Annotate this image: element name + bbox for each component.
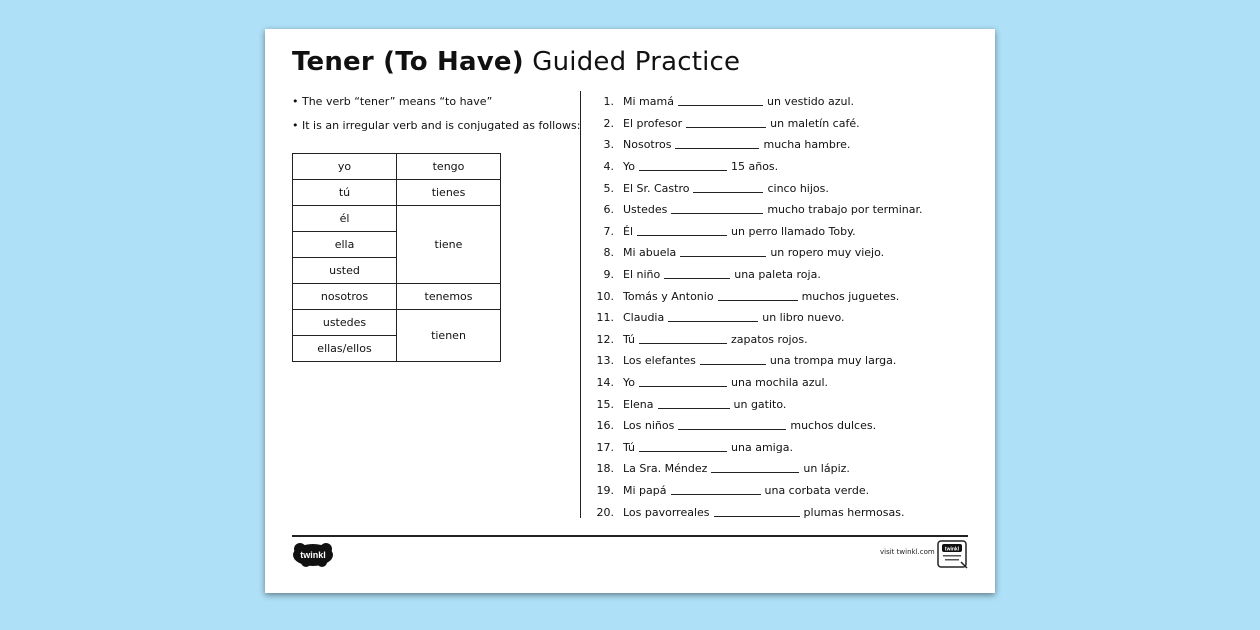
question-ending: 15 años. [731, 160, 779, 174]
title-light: Guided Practice [532, 47, 741, 77]
question-ending: un perro llamado Toby. [731, 224, 856, 238]
question-item [590, 113, 990, 135]
verb-form-cell: tengo [397, 154, 501, 180]
answer-blank[interactable] [668, 313, 758, 322]
pronoun-cell: ella [293, 232, 397, 258]
answer-blank[interactable] [693, 184, 763, 193]
question-item [590, 242, 990, 264]
question-number: 20. [596, 505, 614, 519]
page-title [292, 47, 740, 77]
answer-blank[interactable] [639, 335, 727, 344]
footer-divider [292, 535, 968, 537]
conjugation-table [292, 153, 501, 362]
answer-blank[interactable] [678, 421, 786, 430]
question-item [590, 264, 990, 286]
question-ending: una mochila azul. [731, 376, 829, 390]
question-ending: un ropero muy viejo. [770, 246, 885, 260]
verb-form-cell: tienen [397, 310, 501, 362]
question-subject: Ustedes [623, 203, 668, 217]
quality-badge [937, 540, 969, 574]
answer-blank[interactable] [714, 508, 800, 517]
question-number: 2. [603, 116, 614, 130]
visit-link[interactable]: visit twinkl.com [880, 548, 935, 556]
question-number: 5. [603, 181, 614, 195]
answer-blank[interactable] [718, 292, 798, 301]
question-number: 12. [596, 332, 614, 346]
question-ending: plumas hermosas. [803, 505, 905, 519]
question-ending: muchos juguetes. [801, 289, 900, 303]
question-number: 9. [603, 268, 614, 282]
question-item [590, 221, 990, 243]
question-ending: un vestido azul. [766, 95, 855, 109]
question-number: 14. [596, 376, 614, 390]
question-subject: Tomás y Antonio [623, 289, 714, 303]
question-subject: Mi abuela [623, 246, 677, 260]
question-subject: Yo [623, 376, 635, 390]
question-item [590, 372, 990, 394]
question-number: 13. [596, 354, 614, 368]
pronoun-cell: ellas/ellos [293, 336, 397, 362]
question-ending: un lápiz. [803, 462, 850, 476]
question-subject: Yo [623, 160, 635, 174]
question-subject: El niño [623, 268, 661, 282]
question-subject: Mi papá [623, 483, 667, 497]
worksheet-page [265, 29, 995, 593]
pronoun-cell: ustedes [293, 310, 397, 336]
question-item [590, 501, 990, 523]
question-ending: una paleta roja. [734, 268, 821, 282]
twinkl-logo [292, 541, 336, 573]
answer-blank[interactable] [700, 356, 766, 365]
question-number: 17. [596, 440, 614, 454]
question-subject: Tú [623, 440, 636, 454]
question-number: 8. [603, 246, 614, 260]
question-ending: mucha hambre. [763, 138, 851, 152]
question-item [590, 177, 990, 199]
question-subject: Los pavorreales [623, 505, 710, 519]
question-ending: mucho trabajo por terminar. [767, 203, 923, 217]
badge-text: twinkl [944, 546, 960, 553]
pronoun-cell: yo [293, 154, 397, 180]
question-item [590, 437, 990, 459]
question-number: 10. [596, 289, 614, 303]
verb-form-cell: tiene [397, 206, 501, 284]
question-ending: muchos dulces. [790, 419, 877, 433]
answer-blank[interactable] [664, 270, 730, 279]
question-item [590, 156, 990, 178]
question-item [590, 285, 990, 307]
column-divider [580, 91, 581, 518]
verb-form-cell: tenemos [397, 284, 501, 310]
answer-blank[interactable] [680, 248, 766, 257]
pronoun-cell: él [293, 206, 397, 232]
pronoun-cell: tú [293, 180, 397, 206]
question-list [590, 91, 990, 523]
quality-badge-graphic [937, 540, 969, 570]
answer-blank[interactable] [658, 400, 730, 409]
question-ending: un maletín café. [770, 116, 860, 130]
answer-blank[interactable] [711, 464, 799, 473]
question-subject: Los elefantes [623, 354, 696, 368]
question-ending: zapatos rojos. [731, 332, 808, 346]
question-subject: El Sr. Castro [623, 181, 690, 195]
logo-text: twinkl [300, 550, 326, 560]
question-ending: un libro nuevo. [762, 311, 845, 325]
question-item [590, 393, 990, 415]
question-subject: Elena [623, 397, 654, 411]
answer-blank[interactable] [637, 227, 727, 236]
question-number: 3. [603, 138, 614, 152]
verb-form-cell: tienes [397, 180, 501, 206]
question-number: 11. [596, 311, 614, 325]
question-number: 18. [596, 462, 614, 476]
question-number: 16. [596, 419, 614, 433]
question-number: 19. [596, 483, 614, 497]
answer-blank[interactable] [639, 443, 727, 452]
question-number: 6. [603, 203, 614, 217]
question-number: 7. [603, 224, 614, 238]
question-subject: El profesor [623, 116, 683, 130]
question-subject: Claudia [623, 311, 665, 325]
intro-line-1: • The verb “tener” means “to have” [292, 95, 493, 108]
question-item [590, 329, 990, 351]
question-item [590, 458, 990, 480]
question-item [590, 415, 990, 437]
twinkl-logo-graphic [292, 541, 336, 569]
question-item [590, 199, 990, 221]
question-item [590, 480, 990, 502]
question-number: 15. [596, 397, 614, 411]
answer-blank[interactable] [686, 119, 766, 128]
question-ending: una amiga. [731, 440, 793, 454]
question-number: 1. [603, 95, 614, 109]
pronoun-cell: nosotros [293, 284, 397, 310]
answer-blank[interactable] [639, 162, 727, 171]
question-subject: Nosotros [623, 138, 672, 152]
question-number: 4. [603, 160, 614, 174]
question-ending: cinco hijos. [767, 181, 829, 195]
question-item [590, 134, 990, 156]
answer-blank[interactable] [675, 140, 759, 149]
answer-blank[interactable] [671, 205, 763, 214]
answer-blank[interactable] [639, 378, 727, 387]
question-ending: una corbata verde. [764, 483, 870, 497]
question-ending: un gatito. [733, 397, 787, 411]
question-item [590, 350, 990, 372]
question-item [590, 307, 990, 329]
question-subject: Mi mamá [623, 95, 674, 109]
title-bold: Tener (To Have) [292, 47, 524, 77]
question-item [590, 91, 990, 113]
pronoun-cell: usted [293, 258, 397, 284]
question-subject: Tú [623, 332, 636, 346]
answer-blank[interactable] [678, 97, 763, 106]
answer-blank[interactable] [671, 486, 761, 495]
question-subject: Los niños [623, 419, 675, 433]
question-subject: La Sra. Méndez [623, 462, 708, 476]
question-ending: una trompa muy larga. [769, 354, 897, 368]
question-subject: Él [623, 224, 634, 238]
intro-line-2: • It is an irregular verb and is conjugated as follows: [292, 119, 581, 132]
